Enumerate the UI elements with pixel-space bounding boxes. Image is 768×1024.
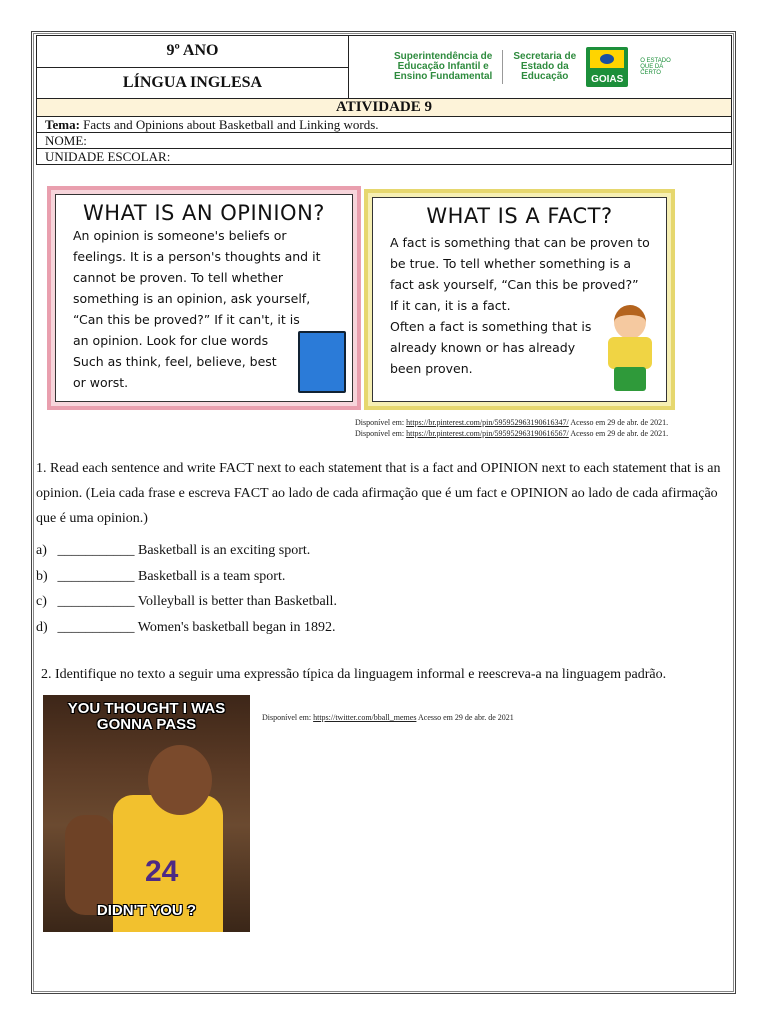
question-1-items: [36, 538, 337, 640]
header-table: [36, 35, 732, 165]
credit-twitter: Disponível em: https://twitter.com/bball_memes Acesso em 29 de abr. de 2021: [262, 713, 514, 722]
grade-label: 9º ANO: [37, 36, 348, 68]
answer-blank[interactable]: ___________: [57, 594, 135, 609]
answer-blank[interactable]: ___________: [57, 543, 135, 558]
meme-bottom-caption: DIDN'T YOU ?: [96, 902, 197, 919]
answer-blank[interactable]: ___________: [57, 568, 135, 584]
opinion-card-text: An opinion is someone's beliefs or feelings. It is a person's thoughts and it cannot be proven. To tell whether something is an opinion, ask yourself, “Can this be proved?” If it can't, it is an opinion. Look for clue words Such as think, feel, believe, best or worst.: [73, 228, 321, 390]
list-item: c) ___________ Volleyball is better than Basketball.: [36, 594, 337, 609]
list-item: b) ___________ Basketball is a team sport.: [36, 568, 286, 584]
jersey-number: 24: [145, 855, 179, 888]
credit-link-1[interactable]: https://br.pinterest.com/pin/595952963190616347/: [406, 418, 569, 427]
fact-card: [364, 189, 675, 410]
goias-slogan: O ESTADO QUE DÁ CERTO: [640, 58, 671, 76]
notebook-icon: [298, 331, 346, 393]
logos: [349, 36, 731, 98]
nome-field[interactable]: NOME:: [37, 133, 731, 149]
activity-title: ATIVIDADE 9: [37, 99, 731, 117]
unidade-escolar-field[interactable]: UNIDADE ESCOLAR:: [45, 149, 171, 164]
meme-top-caption: YOU THOUGHT I WAS GONNA PASS: [67, 700, 226, 733]
secretaria-logo: Secretaria de Estado da Educação: [513, 51, 577, 82]
basketball-meme-image: [43, 695, 250, 932]
student-illustration: [602, 301, 658, 397]
logo-divider: [502, 50, 503, 84]
fact-card-text: A fact is something that can be proven to be true. To tell whether something is a fact ask yourself, “Can this be proved?” If it can, it is a fact. Often a fact is something that is already known or has already been proven.: [390, 235, 650, 376]
credit-line-1: Disponível em: https://br.pinterest.com/pin/595952963190616347/ Acesso em 29 de abr. de 2021.: [355, 418, 669, 427]
list-item: d) ___________ Women's basketball began in 1892.: [36, 619, 336, 635]
opinion-card: [47, 186, 361, 410]
question-2: 2. Identifique no texto a seguir uma expressão típica da linguagem informal e reescreva-a na linguagem padrão.: [41, 667, 667, 682]
list-item: a) ___________ Basketball is an exciting sport.: [36, 543, 311, 558]
fact-card-title: WHAT IS A FACT?: [426, 204, 613, 228]
subject-label: LÍNGUA INGLESA: [122, 73, 263, 91]
answer-blank[interactable]: ___________: [57, 619, 135, 635]
credit-link-2[interactable]: https://br.pinterest.com/pin/595952963190616567/: [406, 429, 569, 438]
opinion-card-title: WHAT IS AN OPINION?: [83, 201, 325, 225]
question-1: 1. Read each sentence and write FACT next to each statement that is a fact and OPINION next to each statement that is an opinion. (Leia cada frase e escreva FACT ao lado de cada afirmação que é um fact e OPINION ao lado de cada afirmação que é uma opinion.): [36, 461, 721, 526]
superintendencia-logo: Superintendência de Educação Infantil e Ensino Fundamental: [394, 51, 493, 82]
goias-flag-logo: GOIAS: [586, 47, 628, 87]
credit-line-2: Disponível em: https://br.pinterest.com/pin/595952963190616567/ Acesso em 29 de abr. de 2021.: [355, 429, 669, 438]
tema-row: Tema: Facts and Opinions about Basketball and Linking words.: [37, 117, 731, 133]
credit-twitter-link[interactable]: https://twitter.com/bball_memes: [313, 713, 417, 722]
